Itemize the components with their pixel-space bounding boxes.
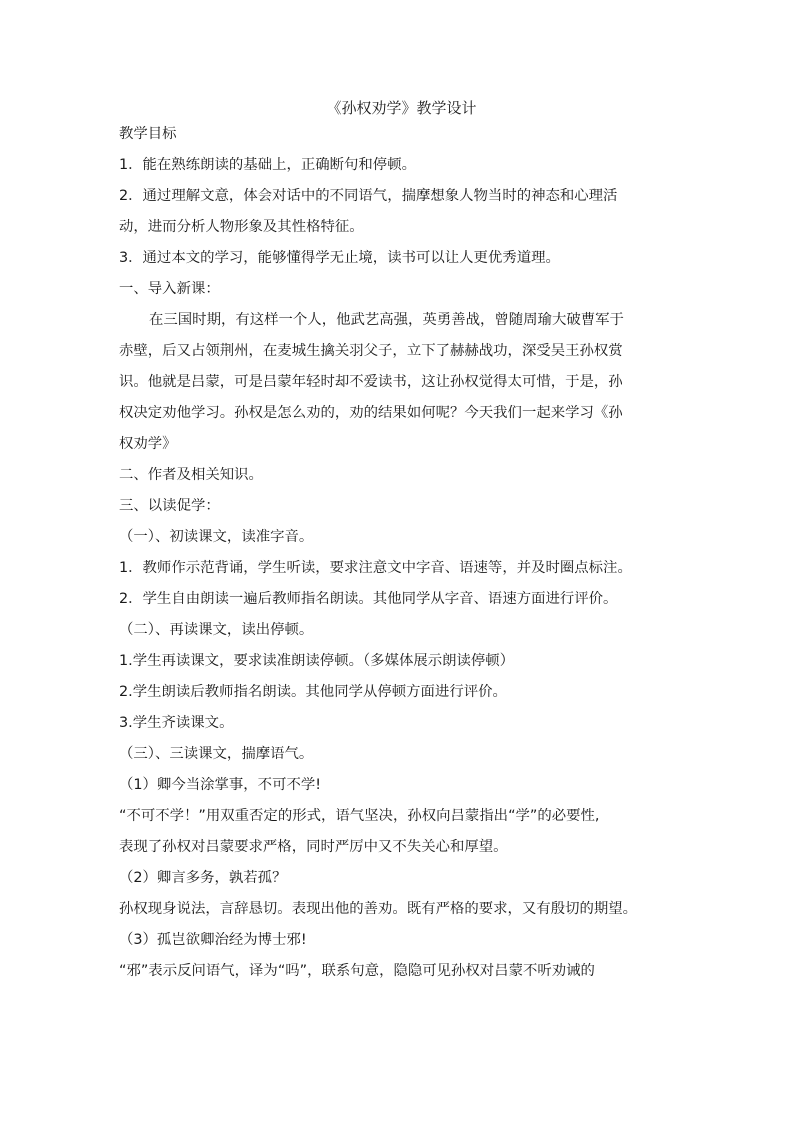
quote-3: （3）孤岂欲卿治经为博士邪! xyxy=(119,932,307,948)
subheading-second-reading: （二）、再读课文，读出停顿。 xyxy=(119,622,314,638)
quote-1-analysis xyxy=(119,806,684,857)
objective-1: 1．能在熟练朗读的基础上，正确断句和停顿。 xyxy=(119,157,416,173)
section-heading-reading: 三、以读促学： xyxy=(119,498,220,514)
objective-2 xyxy=(119,186,684,237)
quote-1: （1）卿今当涂掌事，不可不学! xyxy=(119,777,322,793)
objective-3: 3．通过本文的学习，能够懂得学无止境，读书可以让人更优秀道理。 xyxy=(119,250,560,266)
quote-2: （2）卿言多务，孰若孤？ xyxy=(119,870,287,886)
document-title: 《孙权劝学》教学设计 xyxy=(326,99,477,117)
second-reading-step-3: 3.学生齐读课文。 xyxy=(119,715,234,731)
quote-3-analysis: “邪”表示反问语气，译为“吗”，联系句意，隐隐可见孙权对吕蒙不听劝诫的 xyxy=(119,963,595,979)
quote-1-analysis-line-1: “不可不学！”用双重否定的形式，语气坚决，孙权向吕蒙指出“学”的必要性, xyxy=(119,808,600,824)
second-reading-step-1: 1.学生再读课文，要求读准朗读停顿。（多媒体展示朗读停顿） xyxy=(119,653,515,669)
intro-line-1: 在三国时期，有这样一个人，他武艺高强，英勇善战，曾随周瑜大破曹军于 xyxy=(149,312,624,328)
intro-line-5: 权劝学》 xyxy=(119,436,177,452)
section-heading-author: 二、作者及相关知识。 xyxy=(119,467,263,483)
intro-line-3: 识。他就是吕蒙，可是吕蒙年轻时却不爱读书，这让孙权觉得太可惜，于是，孙 xyxy=(119,374,623,390)
first-reading-step-2: 2．学生自由朗读一遍后教师指名朗读。其他同学从字音、语速方面进行评价。 xyxy=(119,591,618,607)
first-reading-step-1: 1．教师作示范背诵，学生听读，要求注意文中字音、语速等，并及时圈点标注。 xyxy=(119,560,632,576)
subheading-first-reading: （一）、初读课文，读准字音。 xyxy=(119,529,314,545)
intro-line-4: 权决定劝他学习。孙权是怎么劝的，劝的结果如何呢？今天我们一起来学习《孙 xyxy=(119,405,623,421)
section-heading-objectives: 教学目标 xyxy=(119,126,177,142)
intro-line-2: 赤壁，后又占领荆州，在麦城生擒关羽父子，立下了赫赫战功，深受吴王孙权赏 xyxy=(119,343,623,359)
objective-2-line-2: 动，进而分析人物形象及其性格特征。 xyxy=(119,219,364,235)
subheading-third-reading: （三）、三读课文，揣摩语气。 xyxy=(119,746,314,762)
second-reading-step-2: 2.学生朗读后教师指名朗读。其他同学从停顿方面进行评价。 xyxy=(119,684,507,700)
section-heading-intro: 一、导入新课： xyxy=(119,281,220,297)
intro-paragraph xyxy=(119,310,684,454)
quote-2-analysis: 孙权现身说法，言辞恳切。表现出他的善劝。既有严格的要求，又有殷切的期望。 xyxy=(119,901,638,917)
quote-1-analysis-line-2: 表现了孙权对吕蒙要求严格，同时严厉中又不失关心和厚望。 xyxy=(119,839,508,855)
objective-2-line-1: 2．通过理解文意，体会对话中的不同语气，揣摩想象人物当时的神态和心理活 xyxy=(119,188,618,204)
